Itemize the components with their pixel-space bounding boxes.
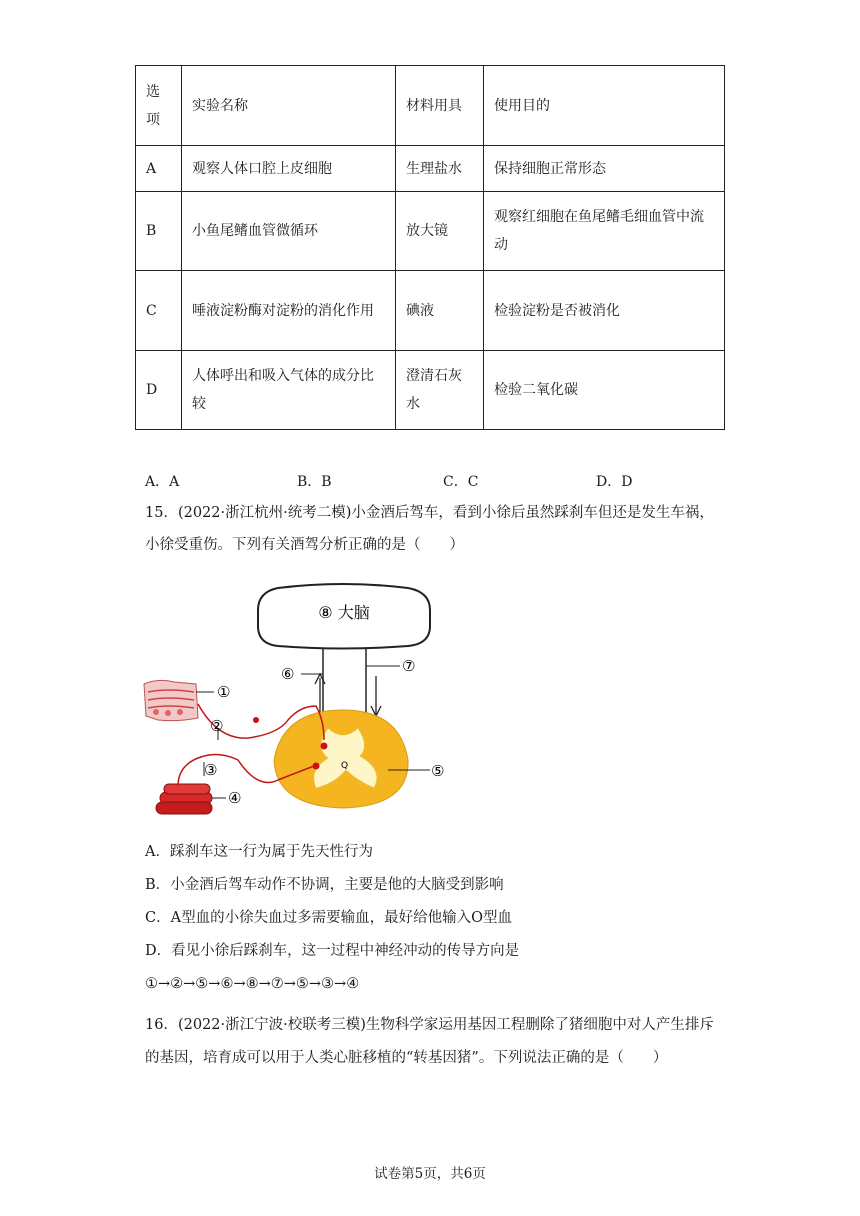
- q14-options: [145, 466, 745, 496]
- center-label: Q: [341, 761, 349, 771]
- row-name: 人体呼出和吸入气体的成分比较: [182, 351, 396, 430]
- row-name: 观察人体口腔上皮细胞: [182, 146, 396, 192]
- synapse: [321, 743, 328, 750]
- row-option: D: [136, 351, 182, 430]
- header-material: 材料用具: [396, 66, 484, 146]
- row-purpose: 检验二氧化碳: [484, 351, 725, 430]
- table-row: [136, 192, 725, 271]
- table-header-row: [136, 66, 725, 146]
- row-name: 小鱼尾鳍血管微循环: [182, 192, 396, 271]
- label-5: ⑤: [431, 762, 445, 780]
- row-purpose: 检验淀粉是否被消化: [484, 271, 725, 351]
- q15-option-c: C．A型血的小徐失血过多需要输血，最好给他输入O型血: [145, 910, 512, 926]
- table-row: [136, 146, 725, 192]
- row-purpose: 观察红细胞在鱼尾鳍毛细血管中流动: [484, 192, 725, 271]
- receptor-skin: [144, 680, 198, 720]
- row-material: 澄清石灰水: [396, 351, 484, 430]
- row-material: 生理盐水: [396, 146, 484, 192]
- label-3: ③: [204, 761, 218, 779]
- experiment-table: [135, 65, 725, 430]
- row-name: 唾液淀粉酶对淀粉的消化作用: [182, 271, 396, 351]
- q14-option-c: C．C: [443, 474, 479, 490]
- q15-stem: 15．(2022·浙江杭州·统考二模)小金酒后驾车，看到小徐后虽然踩刹车但还是发生车祸，小徐受重伤。下列有关酒驾分析正确的是（ ）: [145, 505, 714, 553]
- row-material: 碘液: [396, 271, 484, 351]
- row-purpose: 保持细胞正常形态: [484, 146, 725, 192]
- table-row: [136, 351, 725, 430]
- q14-option-d: D．D: [596, 474, 633, 490]
- q15-option-d: D．看见小徐后踩刹车，这一过程中神经冲动的传导方向是: [145, 943, 520, 959]
- effector-muscle: [156, 784, 212, 814]
- label-7: ⑦: [402, 657, 416, 675]
- row-option: B: [136, 192, 182, 271]
- q15-options: [145, 836, 725, 1001]
- header-option: 选项: [136, 66, 182, 146]
- header-name: 实验名称: [182, 66, 396, 146]
- table-row: [136, 271, 725, 351]
- q16-stem: 16．(2022·浙江宁波·校联考三模)生物科学家运用基因工程删除了猪细胞中对人产生排斥的基因，培育成可以用于人类心脏移植的“转基因猪”。下列说法正确的是（ ）: [145, 1017, 714, 1066]
- label-1: ①: [217, 683, 231, 701]
- label-6: ⑥: [281, 665, 295, 683]
- q14-option-b: B．B: [297, 474, 332, 490]
- row-option: C: [136, 271, 182, 351]
- label-4: ④: [228, 789, 242, 807]
- page-footer: 试卷第5页，共6页: [374, 1166, 486, 1182]
- row-option: A: [136, 146, 182, 192]
- header-purpose: 使用目的: [484, 66, 725, 146]
- q15-option-b: B．小金酒后驾车动作不协调，主要是他的大脑受到影响: [145, 877, 504, 893]
- q15-option-a: A．踩刹车这一行为属于先天性行为: [145, 844, 373, 860]
- row-material: 放大镜: [396, 192, 484, 271]
- neural-reflex-diagram: [138, 580, 458, 818]
- q14-option-a: A．A: [145, 474, 180, 490]
- q15-option-d-sequence: ①→②→⑤→⑥→⑧→⑦→⑤→③→④: [145, 976, 360, 992]
- label-2: ②: [210, 717, 224, 735]
- brain-label: ⑧ 大脑: [318, 603, 370, 622]
